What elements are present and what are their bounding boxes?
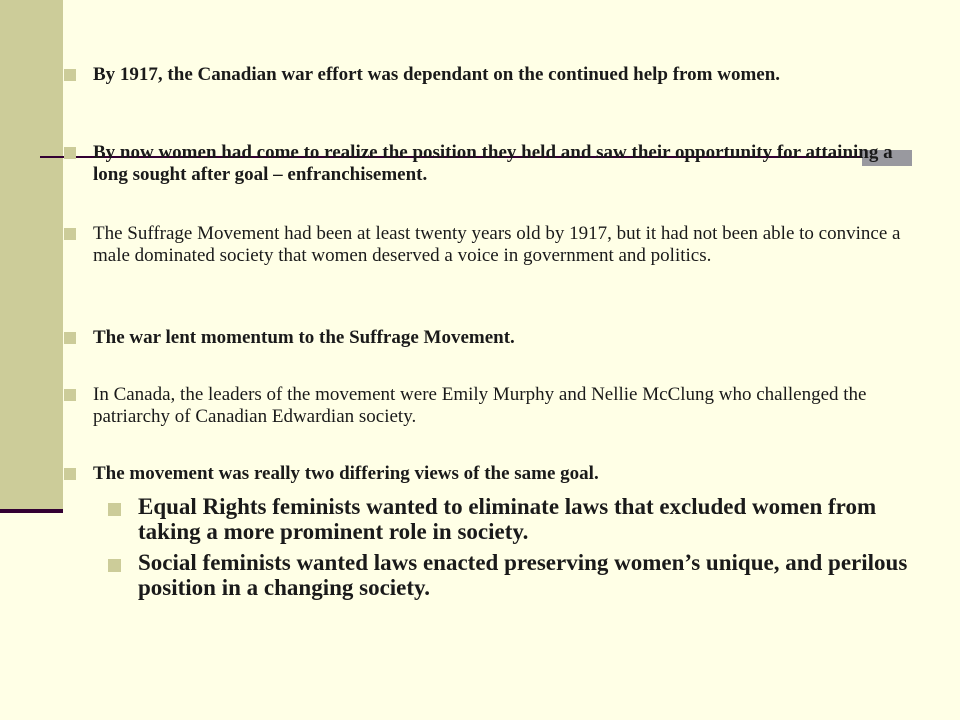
square-bullet-icon — [64, 228, 76, 240]
bullet-text: By 1917, the Canadian war effort was dependant on the continued help from women. — [93, 64, 781, 85]
square-bullet-icon — [108, 559, 121, 572]
square-bullet-icon — [64, 147, 76, 159]
bullet-item — [64, 463, 909, 485]
sub-bullet-text: Equal Rights feminists wanted to eliminate laws that excluded women from taking a more prominent role in society. — [138, 494, 877, 544]
bullet-text: By now women had come to realize the position they held and saw their opportunity for attaining a long sought after goal – enfranchisement. — [93, 142, 893, 185]
square-bullet-icon — [64, 468, 76, 480]
bullet-item — [64, 64, 909, 86]
square-bullet-icon — [64, 389, 76, 401]
bullet-item — [64, 142, 909, 186]
sub-bullet-text: Social feminists wanted laws enacted preserving women’s unique, and perilous position in a changing society. — [138, 550, 908, 600]
square-bullet-icon — [108, 503, 121, 516]
bullet-item — [64, 327, 909, 349]
bullet-text: The movement was really two differing views of the same goal. — [93, 463, 599, 484]
square-bullet-icon — [64, 332, 76, 344]
bullet-text: The war lent momentum to the Suffrage Movement. — [93, 327, 515, 348]
bullet-text: In Canada, the leaders of the movement were Emily Murphy and Nellie McClung who challenged the patriarchy of Canadian Edwardian society. — [93, 384, 867, 427]
bullet-item — [64, 223, 909, 267]
square-bullet-icon — [64, 69, 76, 81]
sub-bullet-item — [108, 550, 908, 600]
sub-bullet-item — [108, 494, 908, 544]
bullet-item — [64, 384, 909, 428]
bullet-text: The Suffrage Movement had been at least twenty years old by 1917, but it had not been able to convince a male dominated society that women deserved a voice in government and politics. — [93, 223, 901, 266]
